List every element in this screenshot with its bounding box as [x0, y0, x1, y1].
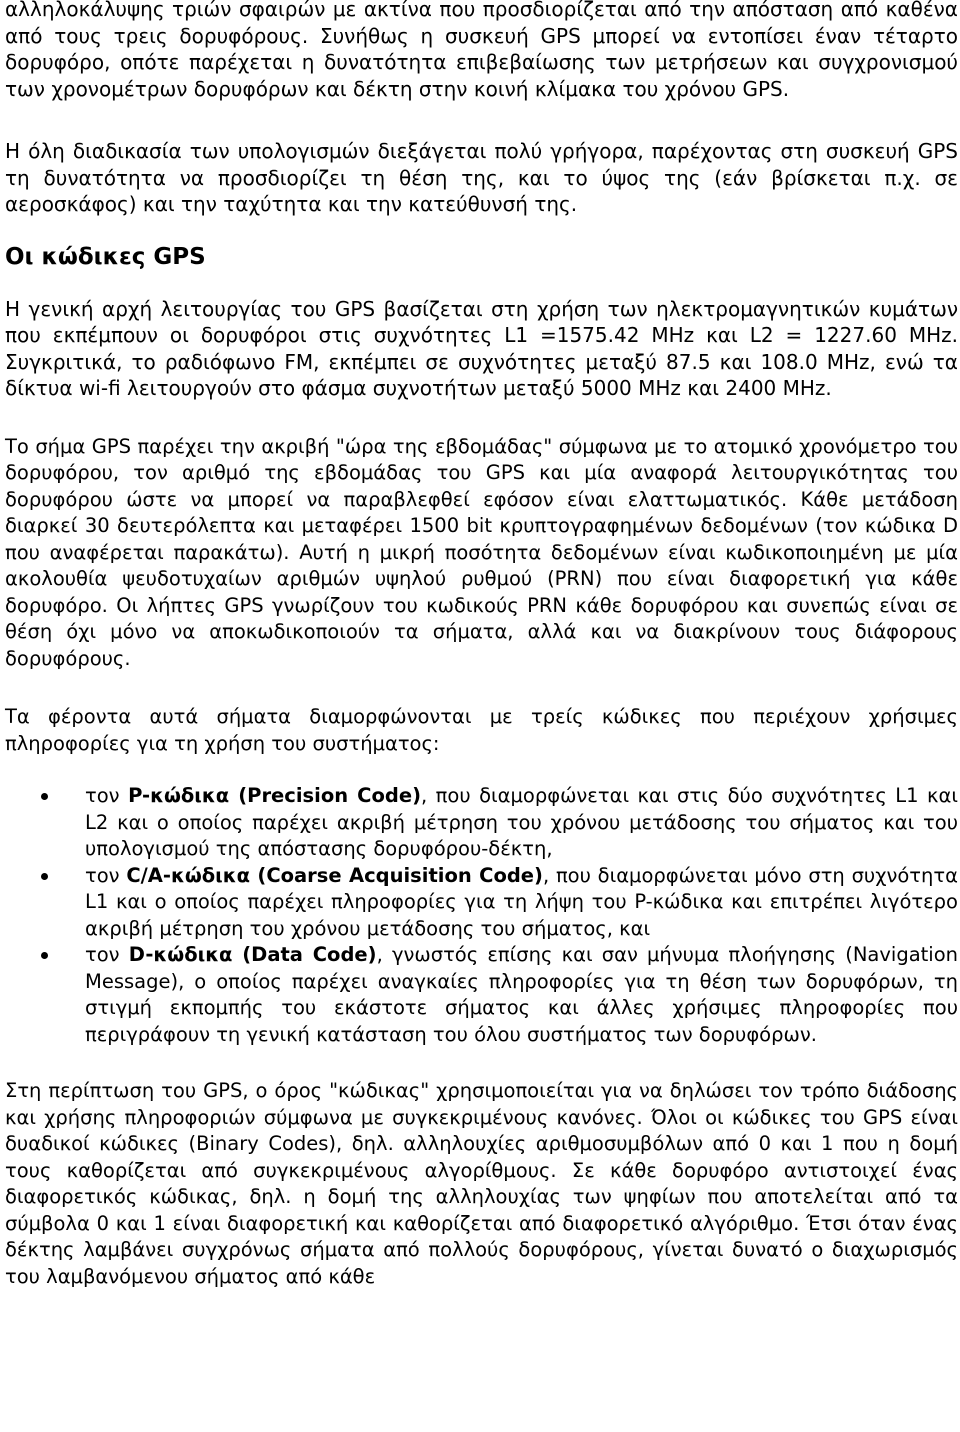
bullet-icon	[41, 873, 48, 880]
paragraph-intro: αλληλοκάλυψης τριών σφαιρών με ακτίνα που προσδιορίζεται από την απόσταση από καθένα από τους τρεις δορυφόρους. Συνήθως η συσκευή GPS μπορεί να εντοπίσει έναν τέταρτο δορυφόρο, οπότε παρέχεται η δυνατότητα επιβεβαίωσης των μετρήσεων και συγχρονισμού των χρονομέτρων δορυφόρων και δέκτη στην κοινή κλίμακα του χρόνου GPS.	[5, 0, 958, 101]
paragraph-codes-intro: Τα φέροντα αυτά σήματα διαμορφώνονται με τρείς κώδικες που περιέχουν χρήσιμες πληροφορίες για τη χρήση του συστήματος:	[5, 705, 958, 755]
paragraph-calculation: Η όλη διαδικασία των υπολογισμών διεξάγεται πολύ γρήγορα, παρέχοντας στη συσκευή GPS τη δυνατότητα να προσδιορίζει τη θέση της, και το ύψος της (εάν βρίσκεται π.χ. σε αεροσκάφος) και την ταχύτητα και την κατεύθυνσή της.	[5, 139, 958, 216]
code-name: D-κώδικα (Data Code)	[128, 943, 377, 966]
paragraph-frequencies: Η γενική αρχή λειτουργίας του GPS βασίζεται στη χρήση των ηλεκτρομαγνητικών κυμάτων που εκπέμπουν οι δορυφόροι στις συχνότητες L1 =1575.42 MHz και L2 = 1227.60 MHz. Συγκριτικά, το ραδιόφωνο FM, εκπέμπει σε συχνότητες μεταξύ 87.5 και 108.0 MHz, ενώ τα δίκτυα wi-fi λειτουργούν στο φάσμα συχνοτήτων μεταξύ 5000 MHz και 2400 MHz.	[5, 296, 958, 400]
codes-list	[5, 783, 958, 1048]
bullet-icon	[41, 793, 48, 800]
list-item-p-code: τον P-κώδικα (Precision Code), που διαμορφώνεται και στις δύο συχνότητες L1 και L2 και ο οποίος παρέχει ακριβή μέτρηση του χρόνου μετάδοσης του σήματος και του υπολογισμού της απόστασης δορυφόρου-δέκτη,	[5, 783, 958, 863]
paragraph-binary-codes: Στη περίπτωση του GPS, ο όρος "κώδικας" χρησιμοποιείται για να δηλώσει τον τρόπο διάδοσης και χρήσης πληροφοριών σύμφωνα με συγκεκριμένους κανόνες. Όλοι οι κώδικες του GPS είναι δυαδικοί κώδικες (Binary Codes), δηλ. αλληλουχίες αριθμοσυμβόλων από 0 και 1 που η δομή τους καθορίζεται από συγκεκριμένους αλγορίθμους. Σε κάθε δορυφόρο αντιστοιχεί ένας διαφορετικός κώδικας, δηλ. η δομή της αλληλουχίας των ψηφίων που αποτελείται από τα σύμβολα 0 και 1 είναι διαφορετική και καθορίζεται από διαφορετικό αλγόριθμο. Έτσι όταν ένας δέκτης λαμβάνει συγχρόνως σήματα από πολλούς δορυφόρους, γίνεται δυνατό ο διαχωρισμός του λαμβανόμενου σήματος από κάθε	[5, 1079, 958, 1288]
list-item-ca-code: τον C/A-κώδικα (Coarse Acquisition Code), που διαμορφώνεται μόνο στη συχνότητα L1 και ο οποίος παρέχει πληροφορίες για τη λήψη του P-κώδικα και επιτρέπει λιγότερο ακριβή μέτρηση του χρόνου μετάδοσης του σήματος, και	[5, 863, 958, 943]
code-name: C/A-κώδικα (Coarse Acquisition Code)	[126, 863, 543, 887]
bullet-icon	[41, 952, 48, 959]
paragraph-signal: Το σήμα GPS παρέχει την ακριβή "ώρα της εβδομάδας" σύμφωνα με το ατομικό χρονόμετρο του δορυφόρου, τον αριθμό της εβδομάδας του GPS και μία αναφορά λειτουργικότητας του δορυφόρου ώστε να μπορεί να παραβλεφθεί εφόσον είναι ελαττωματικός. Κάθε μετάδοση διαρκεί 30 δευτερόλεπτα και μεταφέρει 1500 bit κρυπτογραφημένων δεδομένων (τον κώδικα D που αναφέρεται παρακάτω). Αυτή η μικρή ποσότητα δεδομένων είναι κωδικοποιημένη με μία ακολουθία ψευδοτυχαίων αριθμών υψηλού ρυθμού (PRN) που είναι διαφορετική για κάθε δορυφόρο. Οι λήπτες GPS γνωρίζουν του κωδικούς PRN κάθε δορυφόρου και συνεπώς είναι σε θέση όχι μόνο να αποκωδικοποιούν τα σήματα, αλλά και να διακρίνουν τους διάφορους δορυφόρους.	[5, 434, 958, 670]
list-item-d-code: τον D-κώδικα (Data Code), γνωστός επίσης και σαν μήνυμα πλοήγησης (Navigation Message), ο οποίος παρέχει αναγκαίες πληροφορίες για τη θέση των δορυφόρων, τη στιγμή εκπομπής του εκάστοτε σήματος και άλλες χρήσιμες πληροφορίες που περιγράφουν τη γενική κατάσταση του όλου συστήματος των δορυφόρων.	[5, 942, 958, 1048]
code-name: P-κώδικα (Precision Code)	[128, 784, 421, 807]
document-page	[5, 0, 958, 1290]
section-heading: Οι κώδικες GPS	[5, 243, 206, 270]
